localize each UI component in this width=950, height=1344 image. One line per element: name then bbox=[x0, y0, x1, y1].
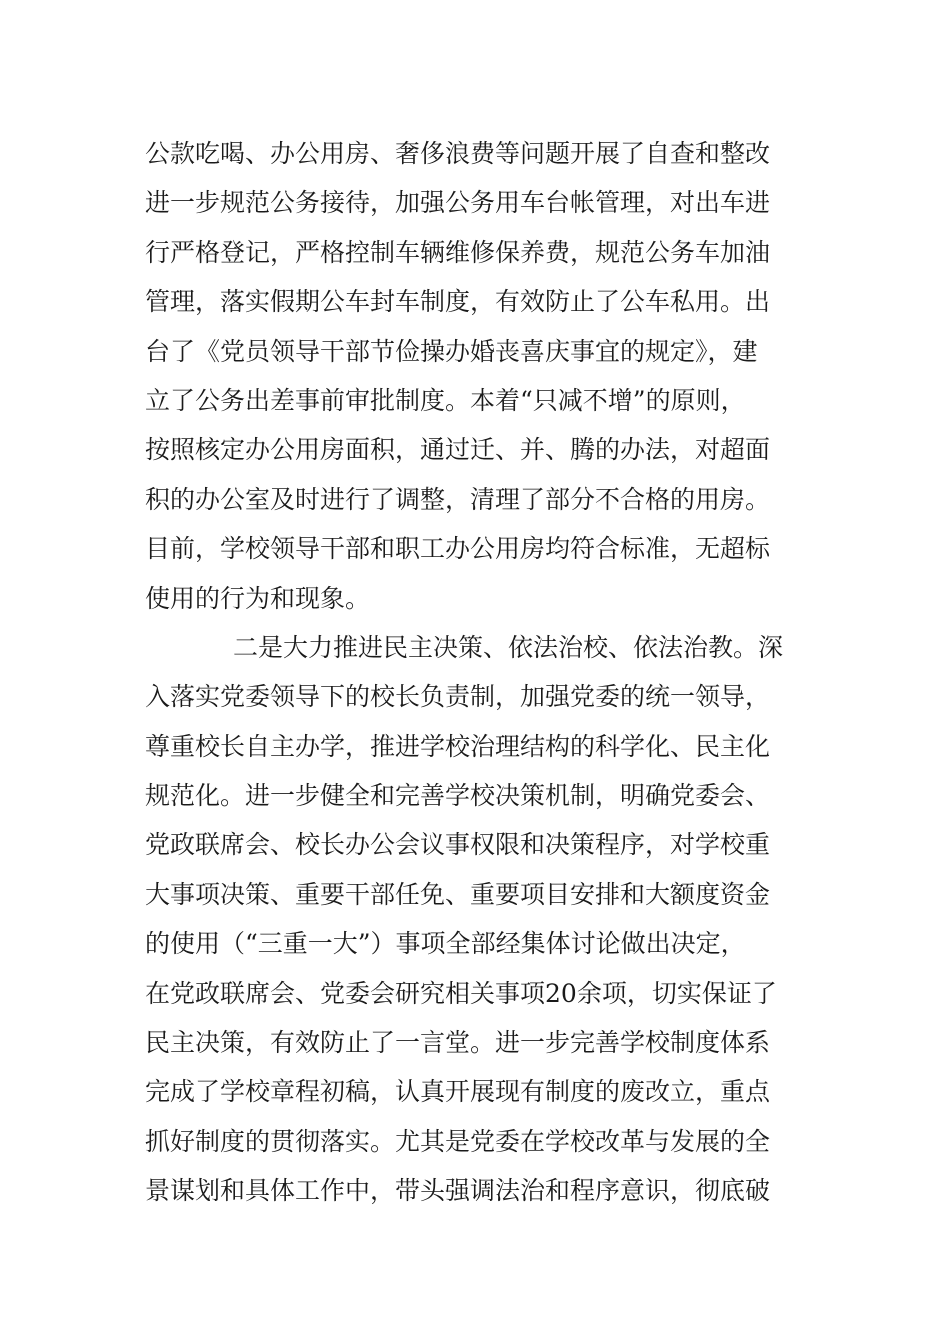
text-line: 抓好制度的贯彻落实。尤其是党委在学校改革与发展的全 bbox=[145, 1126, 771, 1156]
text-line: 按照核定办公用房面积，通过迁、并、腾的办法，对超面 bbox=[145, 435, 771, 465]
text-line: 完成了学校章程初稿，认真开展现有制度的废改立，重点 bbox=[145, 1077, 771, 1107]
text-line: 台了《党员领导干部节俭操办婚丧喜庆事宜的规定》，建 bbox=[145, 336, 758, 366]
text-line: 行严格登记，严格控制车辆维修保养费，规范公务车加油 bbox=[145, 237, 771, 267]
text-line: 的使用（“三重一大”）事项全部经集体讨论做出决定， bbox=[145, 929, 746, 959]
text-line: 使用的行为和现象。 bbox=[145, 583, 371, 613]
paragraph-start-line: 二是大力推进民主决策、依法治校、依法治教。深 bbox=[233, 632, 784, 662]
text-line: 大事项决策、重要干部任免、重要项目安排和大额度资金 bbox=[145, 879, 771, 909]
text-line: 目前，学校领导干部和职工办公用房均符合标准，无超标 bbox=[145, 534, 771, 564]
text-line: 入落实党委领导下的校长负责制，加强党委的统一领导， bbox=[145, 682, 771, 712]
text-line: 党政联席会、校长办公会议事权限和决策程序，对学校重 bbox=[145, 830, 771, 860]
text-line: 规范化。进一步健全和完善学校决策机制，明确党委会、 bbox=[145, 781, 771, 811]
text-line: 尊重校长自主办学，推进学校治理结构的科学化、民主化 bbox=[145, 731, 771, 761]
text-line: 民主决策，有效防止了一言堂。进一步完善学校制度体系 bbox=[145, 1028, 771, 1058]
text-line: 在党政联席会、党委会研究相关事项20余项，切实保证了 bbox=[145, 978, 777, 1008]
text-line: 立了公务出差事前审批制度。本着“只减不增”的原则， bbox=[145, 385, 746, 415]
text-line: 景谋划和具体工作中，带头强调法治和程序意识，彻底破 bbox=[145, 1176, 771, 1206]
text-line: 管理，落实假期公车封车制度，有效防止了公车私用。出 bbox=[145, 287, 771, 317]
text-line: 公款吃喝、办公用房、奢侈浪费等问题开展了自查和整改 bbox=[145, 139, 771, 168]
body-text bbox=[145, 129, 825, 1216]
text-line: 积的办公室及时进行了调整，清理了部分不合格的用房。 bbox=[145, 484, 771, 514]
text-line: 进一步规范公务接待，加强公务用车台帐管理，对出车进 bbox=[145, 188, 771, 218]
